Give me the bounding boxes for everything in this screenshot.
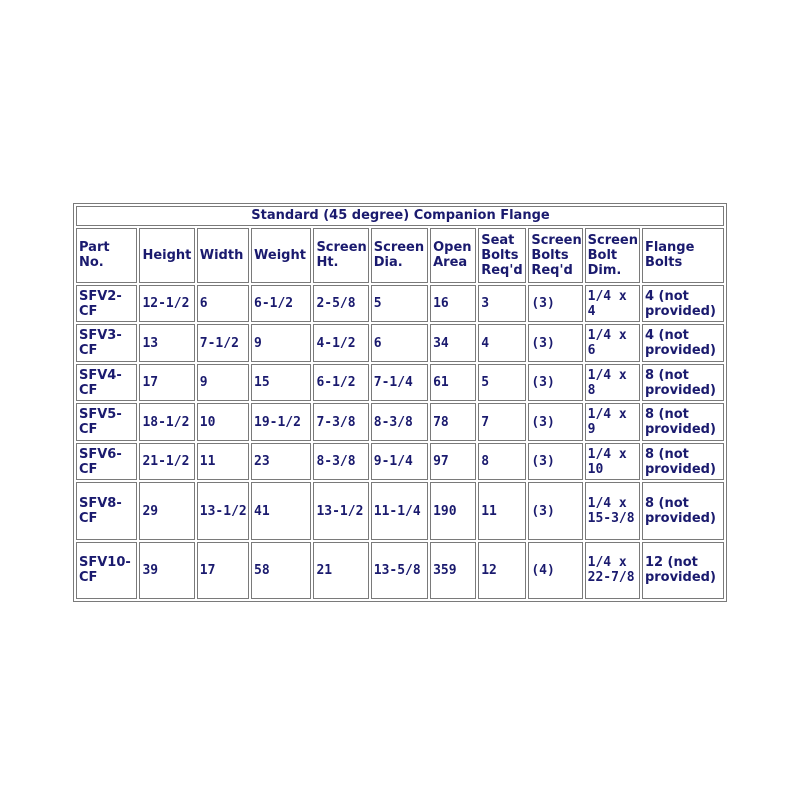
table-title: Standard (45 degree) Companion Flange xyxy=(76,206,724,226)
cell-screen-bolt-dim: 1/4 x 4 xyxy=(585,285,640,322)
cell-weight: 58 xyxy=(251,542,311,599)
cell-seat-bolts: 8 xyxy=(478,443,526,480)
cell-screen-dia: 11-1/4 xyxy=(371,482,428,539)
header-screen-bolts: Screen Bolts Req'd xyxy=(528,228,582,283)
cell-seat-bolts: 11 xyxy=(478,482,526,539)
cell-screen-dia: 5 xyxy=(371,285,428,322)
header-flange-bolts: Flange Bolts xyxy=(642,228,724,283)
cell-width: 6 xyxy=(197,285,249,322)
cell-seat-bolts: 12 xyxy=(478,542,526,599)
cell-seat-bolts: 7 xyxy=(478,403,526,440)
header-width: Width xyxy=(197,228,249,283)
cell-screen-bolts: (3) xyxy=(528,324,582,361)
header-row xyxy=(76,228,724,283)
header-part-no: Part No. xyxy=(76,228,137,283)
table-body xyxy=(76,206,724,599)
cell-screen-bolts: (3) xyxy=(528,443,582,480)
cell-height: 17 xyxy=(139,364,194,401)
cell-flange-bolts: 8 (not provided) xyxy=(642,482,724,539)
cell-open-area: 190 xyxy=(430,482,476,539)
cell-screen-bolt-dim: 1/4 x 15-3/8 xyxy=(585,482,640,539)
cell-width: 7-1/2 xyxy=(197,324,249,361)
cell-screen-bolts: (3) xyxy=(528,403,582,440)
table-row xyxy=(76,443,724,480)
header-seat-bolts: Seat Bolts Req'd xyxy=(478,228,526,283)
cell-part-no: SFV3-CF xyxy=(76,324,137,361)
cell-screen-ht: 8-3/8 xyxy=(313,443,368,480)
cell-height: 29 xyxy=(139,482,194,539)
header-screen-dia: Screen Dia. xyxy=(371,228,428,283)
cell-height: 12-1/2 xyxy=(139,285,194,322)
cell-open-area: 34 xyxy=(430,324,476,361)
cell-weight: 9 xyxy=(251,324,311,361)
cell-screen-dia: 9-1/4 xyxy=(371,443,428,480)
cell-seat-bolts: 5 xyxy=(478,364,526,401)
cell-flange-bolts: 8 (not provided) xyxy=(642,403,724,440)
cell-part-no: SFV5-CF xyxy=(76,403,137,440)
cell-part-no: SFV6-CF xyxy=(76,443,137,480)
cell-flange-bolts: 12 (not provided) xyxy=(642,542,724,599)
cell-flange-bolts: 8 (not provided) xyxy=(642,364,724,401)
cell-flange-bolts: 8 (not provided) xyxy=(642,443,724,480)
cell-weight: 15 xyxy=(251,364,311,401)
cell-weight: 23 xyxy=(251,443,311,480)
cell-screen-ht: 21 xyxy=(313,542,368,599)
cell-part-no: SFV4-CF xyxy=(76,364,137,401)
cell-height: 13 xyxy=(139,324,194,361)
cell-screen-ht: 2-5/8 xyxy=(313,285,368,322)
cell-flange-bolts: 4 (not provided) xyxy=(642,285,724,322)
cell-screen-bolts: (3) xyxy=(528,364,582,401)
cell-screen-bolts: (3) xyxy=(528,482,582,539)
cell-screen-ht: 7-3/8 xyxy=(313,403,368,440)
header-height: Height xyxy=(139,228,194,283)
cell-screen-bolts: (3) xyxy=(528,285,582,322)
table-row xyxy=(76,364,724,401)
cell-screen-dia: 7-1/4 xyxy=(371,364,428,401)
cell-open-area: 78 xyxy=(430,403,476,440)
cell-width: 9 xyxy=(197,364,249,401)
cell-screen-bolt-dim: 1/4 x 22-7/8 xyxy=(585,542,640,599)
cell-weight: 19-1/2 xyxy=(251,403,311,440)
cell-screen-bolt-dim: 1/4 x 9 xyxy=(585,403,640,440)
cell-height: 18-1/2 xyxy=(139,403,194,440)
cell-open-area: 97 xyxy=(430,443,476,480)
header-screen-ht: Screen Ht. xyxy=(313,228,368,283)
cell-screen-dia: 8-3/8 xyxy=(371,403,428,440)
cell-part-no: SFV2-CF xyxy=(76,285,137,322)
cell-screen-bolts: (4) xyxy=(528,542,582,599)
header-screen-bolt-dim: Screen Bolt Dim. xyxy=(585,228,640,283)
cell-part-no: SFV10-CF xyxy=(76,542,137,599)
cell-weight: 6-1/2 xyxy=(251,285,311,322)
table-row xyxy=(76,403,724,440)
cell-seat-bolts: 3 xyxy=(478,285,526,322)
table-row xyxy=(76,324,724,361)
cell-screen-bolt-dim: 1/4 x 8 xyxy=(585,364,640,401)
cell-width: 17 xyxy=(197,542,249,599)
table-row xyxy=(76,482,724,539)
cell-screen-ht: 4-1/2 xyxy=(313,324,368,361)
cell-flange-bolts: 4 (not provided) xyxy=(642,324,724,361)
title-row xyxy=(76,206,724,226)
cell-screen-bolt-dim: 1/4 x 6 xyxy=(585,324,640,361)
cell-part-no: SFV8-CF xyxy=(76,482,137,539)
cell-screen-dia: 13-5/8 xyxy=(371,542,428,599)
cell-width: 13-1/2 xyxy=(197,482,249,539)
cell-weight: 41 xyxy=(251,482,311,539)
cell-height: 21-1/2 xyxy=(139,443,194,480)
header-open-area: Open Area xyxy=(430,228,476,283)
cell-seat-bolts: 4 xyxy=(478,324,526,361)
cell-open-area: 61 xyxy=(430,364,476,401)
cell-height: 39 xyxy=(139,542,194,599)
companion-flange-table xyxy=(73,203,727,602)
cell-screen-ht: 13-1/2 xyxy=(313,482,368,539)
cell-screen-dia: 6 xyxy=(371,324,428,361)
cell-width: 11 xyxy=(197,443,249,480)
header-weight: Weight xyxy=(251,228,311,283)
table-row xyxy=(76,285,724,322)
table-row xyxy=(76,542,724,599)
cell-open-area: 16 xyxy=(430,285,476,322)
cell-width: 10 xyxy=(197,403,249,440)
cell-screen-bolt-dim: 1/4 x 10 xyxy=(585,443,640,480)
cell-open-area: 359 xyxy=(430,542,476,599)
cell-screen-ht: 6-1/2 xyxy=(313,364,368,401)
